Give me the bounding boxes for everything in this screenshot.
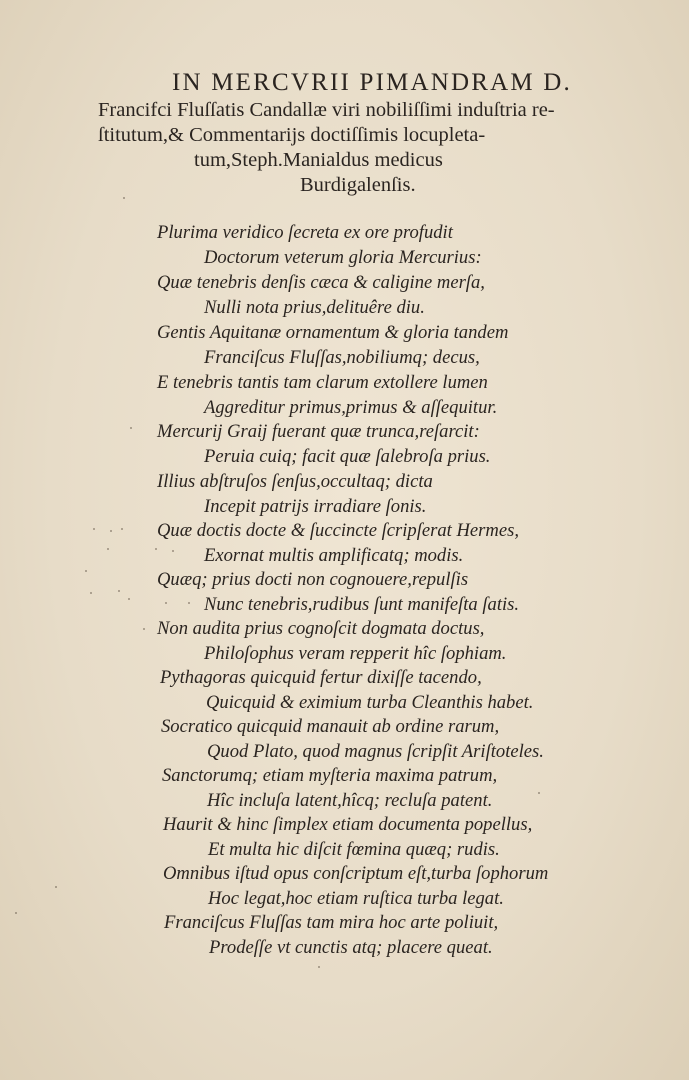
- verse-line: Quæ tenebris denſis cæca & caligine merſa,: [157, 272, 485, 293]
- verse-line: Franciſcus Fluſſas,nobiliumq; decus,: [204, 347, 480, 368]
- verse-line: Peruia cuiq; facit quæ ſalebroſa prius.: [204, 446, 491, 467]
- verse-line: Hoc legat,hoc etiam ruſtica turba legat.: [208, 888, 504, 909]
- verse-line: Franciſcus Fluſſas tam mira hoc arte poliuit,: [164, 912, 499, 933]
- verse-line: Haurit & hinc ſimplex etiam documenta popellus,: [163, 814, 533, 835]
- verse-line: Exornat multis amplificatq; modis.: [204, 545, 464, 566]
- verse-line: Gentis Aquitanæ ornamentum & gloria tandem: [157, 322, 509, 343]
- subtitle-line-3: tum,Steph.Manialdus medicus: [194, 149, 443, 171]
- verse-line: Philoſophus veram repperit hîc ſophiam.: [204, 643, 507, 664]
- verse-line: Plurima veridico ſecreta ex ore profudit: [157, 222, 453, 243]
- verse-line: Socratico quicquid manauit ab ordine rarum,: [161, 716, 500, 737]
- verse-line: Nunc tenebris,rudibus ſunt manifeſta ſatis.: [204, 594, 520, 615]
- verse-line: Mercurij Graij fuerant quæ trunca,reſarcit:: [157, 421, 480, 442]
- verse-line: Quod Plato, quod magnus ſcripſit Ariſtoteles.: [207, 741, 544, 762]
- verse-line: Et multa hic diſcit fœmina quæq; rudis.: [208, 839, 500, 860]
- verse-line: Non audita prius cognoſcit dogmata doctus,: [157, 618, 485, 639]
- verse-line: Hîc incluſa latent,hîcq; recluſa patent.: [207, 790, 493, 811]
- verse-line: Sanctorumq; etiam myſteria maxima patrum,: [162, 765, 498, 786]
- verse-line: E tenebris tantis tam clarum extollere lumen: [157, 372, 488, 393]
- subtitle-line-2: ſtitutum,& Commentarijs doctiſſimis locupleta-: [98, 124, 486, 146]
- verse-line: Quæq; prius docti non cognouere,repulſis: [157, 569, 469, 590]
- verse-line: Doctorum veterum gloria Mercurius:: [204, 247, 482, 268]
- subtitle-line-1: Francifci Fluſſatis Candallæ viri nobiliſſimi induſtria re-: [98, 99, 555, 121]
- verse-line: Incepit patrijs irradiare ſonis.: [204, 496, 427, 517]
- title-line: IN MERCVRII PIMANDRAM D.: [171, 69, 573, 96]
- verse-line: Quæ doctis docte & ſuccincte ſcripſerat Hermes,: [157, 520, 519, 541]
- verse-line: Illius abſtruſos ſenſus,occultaq; dicta: [157, 471, 433, 492]
- title-block: [92, 68, 652, 198]
- verse-line: Aggreditur primus,primus & aſſequitur.: [204, 397, 498, 418]
- verse-line: Nulli nota prius,delituêre diu.: [204, 297, 425, 318]
- verse-line: Prodeſſe vt cunctis atq; placere queat.: [209, 937, 493, 958]
- verse-line: Pythagoras quicquid fertur dixiſſe tacendo,: [160, 667, 482, 688]
- verse-line: Omnibus iſtud opus conſcriptum eſt,turba ſophorum: [163, 863, 549, 884]
- verse-line: Quicquid & eximium turba Cleanthis habet.: [206, 692, 534, 713]
- subtitle-line-4: Burdigalenſis.: [300, 174, 416, 196]
